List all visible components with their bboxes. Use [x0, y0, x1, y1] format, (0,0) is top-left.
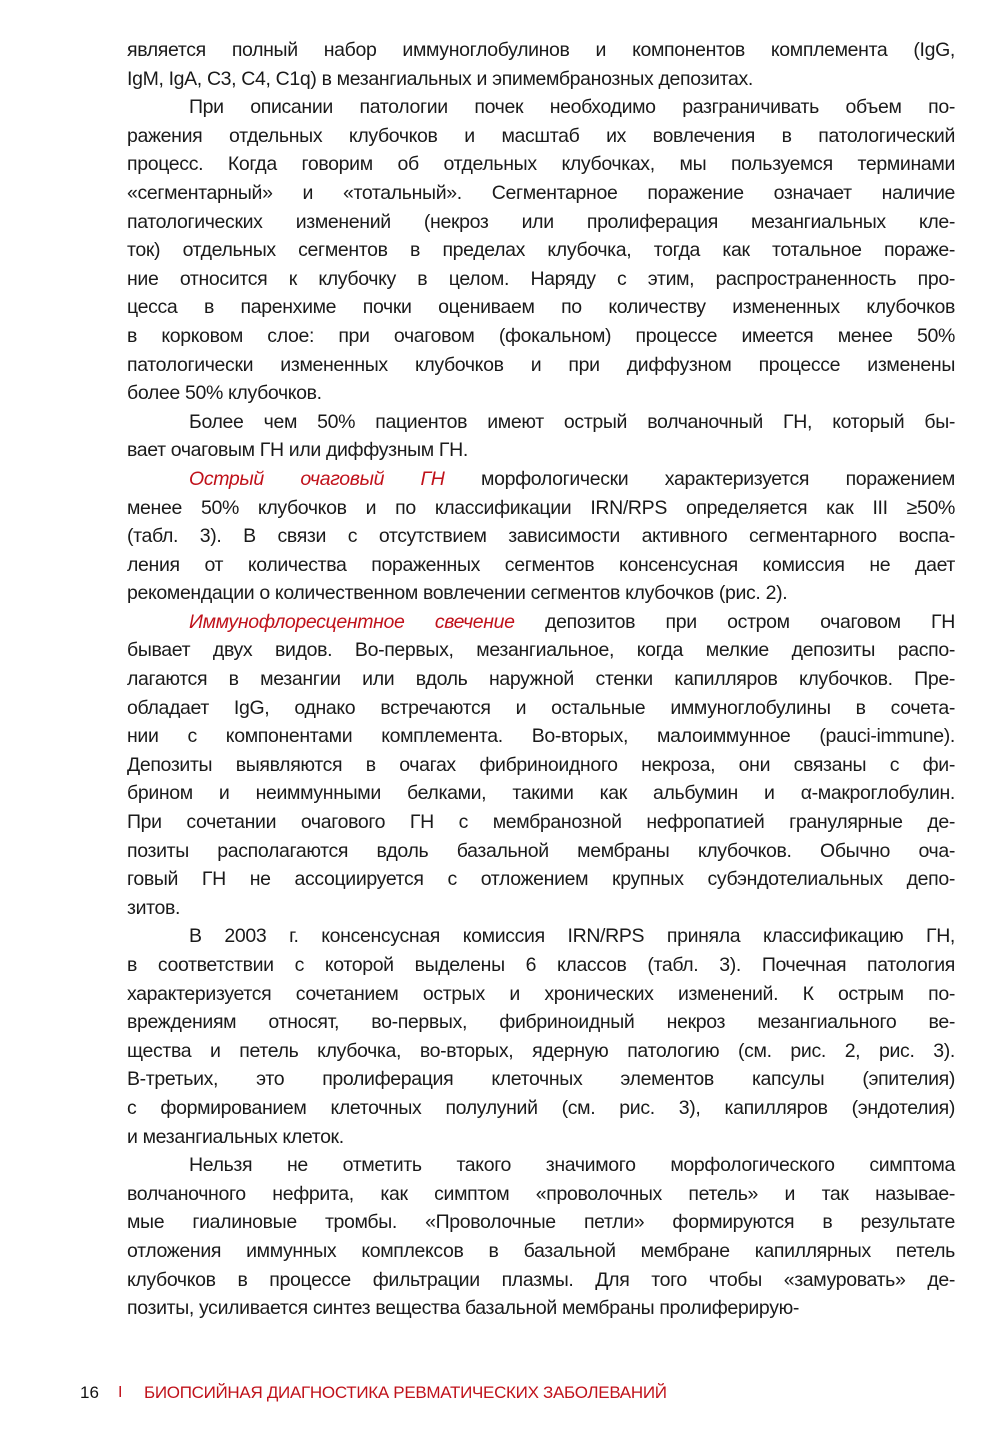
- line-text: патологически измененных клубочков и при диффузном процессе изменены: [127, 353, 955, 376]
- line-text: ток) отдельных сегментов в пределах клубочка, тогда как тотальное пораже-: [127, 239, 955, 262]
- text-line: [127, 922, 955, 951]
- text-line: [127, 579, 955, 608]
- line-text: брином и неиммунными белками, такими как альбумин и α-макроглобулин.: [127, 782, 955, 805]
- text-line: [127, 865, 955, 894]
- text-line: [127, 1180, 955, 1209]
- text-line: [127, 779, 955, 808]
- paragraph: [127, 1151, 955, 1323]
- line-text: ления от количества пораженных сегментов консенсусная комиссия не дает: [127, 553, 955, 576]
- line-text: При сочетании очагового ГН с мембранозной нефропатией гранулярные де-: [127, 811, 955, 834]
- line-text: более 50% клубочков.: [127, 382, 322, 405]
- line-text: вает очаговым ГН или диффузным ГН.: [127, 439, 468, 462]
- footer-separator: I: [118, 1384, 123, 1401]
- text-line: [127, 208, 955, 237]
- line-text: патологических изменений (некроз или пролиферация мезангиальных кле-: [127, 210, 955, 233]
- paragraph: [127, 465, 955, 608]
- emphasis-term: Иммунофлоресцентное свечение: [189, 610, 515, 633]
- text-line: [127, 36, 955, 65]
- text-line: [127, 1294, 955, 1323]
- text-line: [127, 551, 955, 580]
- paragraph: [127, 608, 955, 923]
- running-title: БИОПСИЙНАЯ ДИАГНОСТИКА РЕВМАТИЧЕСКИХ ЗАБОЛЕВАНИЙ: [144, 1383, 667, 1402]
- line-text: мые гиалиновые тромбы. «Проволочные петли» формируются в результате: [127, 1211, 955, 1234]
- line-text: зитов.: [127, 896, 181, 919]
- paragraph: [127, 93, 955, 408]
- text-line: [127, 1208, 955, 1237]
- line-text: Нельзя не отметить такого значимого морфологического симптома: [189, 1154, 955, 1177]
- text-line: [127, 522, 955, 551]
- text-line: [127, 494, 955, 523]
- text-line: [127, 1065, 955, 1094]
- line-text: рекомендации о количественном вовлечении сегментов клубочков (рис. 2).: [127, 582, 788, 605]
- line-text: в корковом слое: при очаговом (фокальном) процессе имеется менее 50%: [127, 324, 955, 347]
- emphasis-term: Острый очаговый ГН: [189, 467, 445, 490]
- line-text: волчаночного нефрита, как симптом «проволочных петель» и так называе-: [127, 1182, 955, 1205]
- text-line: [127, 150, 955, 179]
- line-text: отложения иммунных комплексов в базальной мембране капиллярных петель: [127, 1239, 955, 1262]
- line-text: «сегментарный» и «тотальный». Сегментарное поражение означает наличие: [127, 181, 955, 204]
- line-text: депозитов при остром очаговом ГН: [545, 610, 955, 633]
- line-text: Депозиты выявляются в очагах фибриноидного некроза, они связаны с фи-: [127, 753, 955, 776]
- text-line: [127, 179, 955, 208]
- line-text: Более чем 50% пациентов имеют острый волчаночный ГН, который бы-: [189, 410, 955, 433]
- paragraph: [127, 922, 955, 1151]
- line-text: характеризуется сочетанием острых и хронических изменений. К острым по-: [127, 982, 955, 1005]
- text-line: [127, 751, 955, 780]
- line-text: обладает IgG, однако встречаются и остальные иммуноглобулины в сочета-: [127, 696, 955, 719]
- text-line: [127, 951, 955, 980]
- line-text: с формированием клеточных полулуний (см. рис. 3), капилляров (эндотелия): [127, 1096, 955, 1119]
- line-text: морфологически характеризуется поражением: [481, 467, 955, 490]
- text-line: [127, 408, 955, 437]
- text-line: [127, 608, 955, 637]
- line-text: При описании патологии почек необходимо разграничивать объем по-: [189, 96, 955, 119]
- text-line: [127, 1237, 955, 1266]
- text-line: [127, 1266, 955, 1295]
- text-line: [127, 1151, 955, 1180]
- text-line: [127, 980, 955, 1009]
- line-text: ражения отдельных клубочков и масштаб их вовлечения в патологический: [127, 124, 955, 147]
- line-text: клубочков в процессе фильтрации плазмы. Для того чтобы «замуровать» де-: [127, 1268, 955, 1291]
- text-line: [127, 636, 955, 665]
- page-number: 16: [80, 1383, 99, 1402]
- text-line: [127, 808, 955, 837]
- text-line: [127, 1123, 955, 1152]
- text-line: [127, 65, 955, 94]
- line-text: вреждениям относят, во-первых, фибриноидный некроз мезангиального ве-: [127, 1011, 955, 1034]
- line-text: щества и петель клубочка, во-вторых, ядерную патологию (см. рис. 2, рис. 3).: [127, 1039, 955, 1062]
- text-line: [127, 236, 955, 265]
- text-line: [127, 665, 955, 694]
- paragraph: [127, 36, 955, 93]
- line-text: позиты, усиливается синтез вещества базальной мембраны пролиферирую-: [127, 1297, 800, 1320]
- line-text: нии с компонентами комплемента. Во-вторых, малоиммунное (pauci-immune).: [127, 725, 955, 748]
- line-text: и мезангиальных клеток.: [127, 1125, 344, 1148]
- text-line: [127, 1008, 955, 1037]
- line-text: менее 50% клубочков и по классификации IRN/RPS определяется как III ≥50%: [127, 496, 955, 519]
- text-line: [127, 1037, 955, 1066]
- line-text: В 2003 г. консенсусная комиссия IRN/RPS приняла классификацию ГН,: [189, 925, 955, 948]
- line-text: позиты располагаются вдоль базальной мембраны клубочков. Обычно оча-: [127, 839, 955, 862]
- line-text: бывает двух видов. Во-первых, мезангиальное, когда мелкие депозиты распо-: [127, 639, 955, 662]
- text-line: [127, 293, 955, 322]
- page-footer: [80, 1383, 667, 1403]
- text-line: [127, 322, 955, 351]
- line-text: является полный набор иммуноглобулинов и компонентов комплемента (IgG,: [127, 39, 955, 61]
- text-line: [127, 694, 955, 723]
- text-line: [127, 122, 955, 151]
- text-line: [127, 894, 955, 923]
- text-line: [127, 722, 955, 751]
- line-text: IgM, IgA, C3, C4, C1q) в мезангиальных и эпимембранозных депозитах.: [127, 67, 753, 90]
- text-line: [127, 351, 955, 380]
- line-text: цесса в паренхиме почки оцениваем по количеству измененных клубочков: [127, 296, 955, 319]
- text-line: [127, 265, 955, 294]
- line-text: говый ГН не ассоциируется с отложением крупных субэндотелиальных депо-: [127, 868, 955, 891]
- line-text: процесс. Когда говорим об отдельных клубочках, мы пользуемся терминами: [127, 153, 955, 176]
- text-line: [127, 837, 955, 866]
- page-body: [127, 36, 955, 1323]
- line-text: лагаются в мезангии или вдоль наружной стенки капилляров клубочков. Пре-: [127, 668, 955, 691]
- line-text: (табл. 3). В связи с отсутствием зависимости активного сегментарного воспа-: [127, 525, 955, 548]
- text-line: [127, 379, 955, 408]
- line-text: в соответствии с которой выделены 6 классов (табл. 3). Почечная патология: [127, 954, 955, 976]
- text-line: [127, 1094, 955, 1123]
- text-line: [127, 465, 955, 494]
- paragraph: [127, 408, 955, 465]
- line-text: В-третьих, это пролиферация клеточных элементов капсулы (эпителия): [127, 1068, 955, 1091]
- text-line: [127, 436, 955, 465]
- line-text: ние относится к клубочку в целом. Наряду с этим, распространенность про-: [127, 267, 955, 290]
- text-line: [127, 93, 955, 122]
